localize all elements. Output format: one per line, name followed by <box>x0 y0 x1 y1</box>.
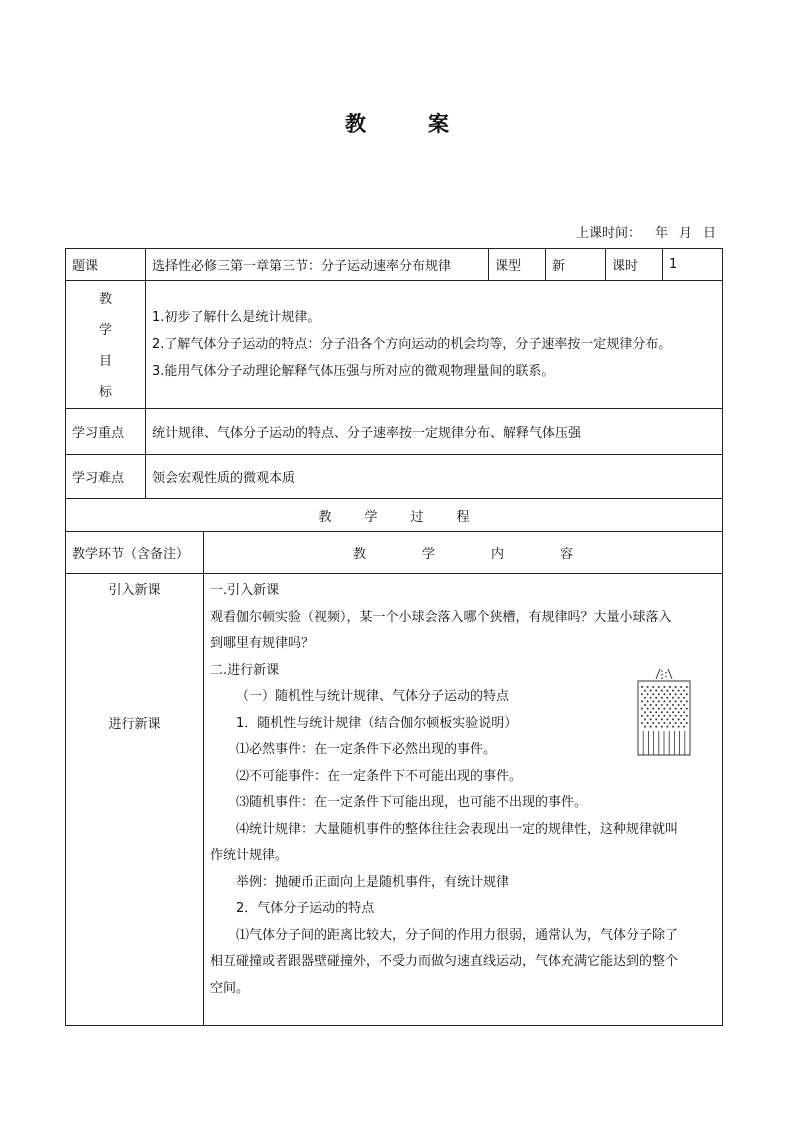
date-year: 年 <box>654 226 668 241</box>
galton-peg <box>683 704 685 706</box>
galton-peg <box>652 708 654 710</box>
galton-peg <box>658 686 660 688</box>
date-month: 月 <box>678 226 692 241</box>
content-line: ⑵不可能事件：在一定条件下不可能出现的事件。 <box>236 768 523 784</box>
galton-peg <box>661 704 663 706</box>
goals-label-char: 目 <box>98 353 112 369</box>
galton-peg <box>686 686 688 688</box>
galton-peg <box>686 693 688 695</box>
goal-item: 2.了解气体分子运动的特点：分子沿各个方向运动的机会均等，分子速率按一定规律分布。 <box>152 337 672 352</box>
galton-peg <box>686 722 688 724</box>
galton-peg <box>675 708 677 710</box>
section-labels <box>66 574 204 1026</box>
topic-value: 选择性必修三第一章第三节：分子运动速率分布规律 <box>146 249 489 281</box>
process-header-char: 学 <box>421 547 435 562</box>
galton-peg <box>663 722 665 724</box>
galton-peg <box>650 697 652 699</box>
galton-peg <box>655 711 657 713</box>
galton-peg <box>647 708 649 710</box>
galton-peg <box>644 697 646 699</box>
galton-peg <box>650 711 652 713</box>
galton-peg <box>683 697 685 699</box>
process-title <box>66 499 723 532</box>
galton-peg <box>678 704 680 706</box>
content-line: 1．随机性与统计规律（结合伽尔顿板实验说明） <box>236 715 518 731</box>
galton-peg <box>683 690 685 692</box>
galton-peg <box>658 722 660 724</box>
galton-ball <box>665 676 667 678</box>
content-line: ⑴气体分子间的距离比较大，分子间的作用力很弱，通常认为，气体分子除了 <box>236 927 679 943</box>
galton-peg <box>669 693 671 695</box>
galton-peg <box>678 711 680 713</box>
difficulties-label: 学习难点 <box>66 455 146 499</box>
galton-peg <box>658 708 660 710</box>
content-row <box>66 574 723 1026</box>
galton-peg <box>663 700 665 702</box>
galton-peg <box>678 690 680 692</box>
page-title <box>0 108 794 138</box>
galton-peg <box>652 693 654 695</box>
hours-label: 课时 <box>606 249 663 281</box>
section-label-intro: 引入新课 <box>108 583 161 598</box>
galton-peg <box>658 693 660 695</box>
process-title-char: 教 <box>318 509 332 525</box>
galton-peg <box>666 726 668 728</box>
galton-peg <box>644 718 646 720</box>
goals-label <box>66 281 146 409</box>
content-line: 相互碰撞或者跟器壁碰撞外，不受力而做匀速直线运动，气体充满它能达到的整个 <box>210 954 679 969</box>
galton-peg <box>686 715 688 717</box>
galton-peg <box>661 697 663 699</box>
content-line: 2．气体分子运动的特点 <box>236 901 375 916</box>
goals-row <box>66 281 723 409</box>
content-line: 空间。 <box>210 980 250 996</box>
galton-ball <box>665 672 667 674</box>
galton-peg <box>663 693 665 695</box>
galton-peg <box>647 693 649 695</box>
galton-ball <box>661 674 663 676</box>
galton-peg <box>652 686 654 688</box>
galton-peg <box>666 718 668 720</box>
galton-peg <box>672 718 674 720</box>
galton-peg <box>666 697 668 699</box>
goals-label-char: 教 <box>98 291 112 307</box>
galton-peg <box>669 686 671 688</box>
key-points-label: 学习重点 <box>66 409 146 455</box>
content-line: 二.进行新课 <box>210 662 280 678</box>
section-label-new: 进行新课 <box>108 717 161 732</box>
process-header-right <box>204 532 723 574</box>
galton-peg <box>683 718 685 720</box>
galton-peg <box>666 704 668 706</box>
lesson-plan-table <box>65 248 722 1026</box>
galton-peg <box>686 700 688 702</box>
galton-peg <box>680 708 682 710</box>
process-header-char: 容 <box>560 547 574 562</box>
galton-peg <box>666 711 668 713</box>
galton-peg <box>655 690 657 692</box>
goals-list <box>146 281 723 409</box>
galton-peg <box>641 686 643 688</box>
galton-peg <box>663 715 665 717</box>
galton-peg <box>658 715 660 717</box>
galton-peg <box>641 715 643 717</box>
galton-peg <box>678 697 680 699</box>
galton-peg <box>672 697 674 699</box>
galton-peg <box>680 715 682 717</box>
galton-peg <box>683 711 685 713</box>
galton-peg <box>669 700 671 702</box>
galton-peg <box>655 704 657 706</box>
galton-peg <box>686 708 688 710</box>
galton-peg <box>661 711 663 713</box>
galton-peg <box>655 697 657 699</box>
goals-label-char: 标 <box>98 384 112 400</box>
galton-peg <box>669 722 671 724</box>
galton-board-icon <box>636 669 692 757</box>
galton-peg <box>678 726 680 728</box>
galton-peg <box>680 700 682 702</box>
topic-label: 题课 <box>66 249 146 281</box>
process-header-row <box>66 532 723 574</box>
header-row <box>66 249 723 281</box>
galton-peg <box>658 700 660 702</box>
galton-peg <box>641 693 643 695</box>
galton-peg <box>675 686 677 688</box>
content-line: ⑷统计规律：大量随机事件的整体往往会表现出一定的规律性，这种规律就叫 <box>236 821 679 837</box>
galton-peg <box>680 693 682 695</box>
galton-peg <box>675 722 677 724</box>
galton-peg <box>663 708 665 710</box>
difficulties-value: 领会宏观性质的微观本质 <box>146 455 723 499</box>
galton-peg <box>652 715 654 717</box>
process-title-char: 学 <box>364 509 378 525</box>
class-date <box>576 222 716 241</box>
galton-peg <box>678 718 680 720</box>
content-line: 作统计规律。 <box>210 848 289 863</box>
lesson-content <box>204 574 723 1026</box>
galton-peg <box>644 704 646 706</box>
galton-ball <box>661 670 663 672</box>
process-title-char: 程 <box>456 509 470 525</box>
galton-peg <box>666 690 668 692</box>
process-header-left: 教学环节（含备注） <box>66 532 204 574</box>
galton-peg <box>650 690 652 692</box>
goal-item: 1.初步了解什么是统计规律。 <box>152 310 321 325</box>
goal-item: 3.能用气体分子动理论解释气体压强与所对应的微观物理量间的联系。 <box>152 364 555 379</box>
galton-ball <box>661 677 663 679</box>
galton-peg <box>669 715 671 717</box>
galton-peg <box>652 700 654 702</box>
galton-peg <box>641 700 643 702</box>
galton-peg <box>647 686 649 688</box>
date-day: 日 <box>702 226 716 241</box>
difficulties-row <box>66 455 723 499</box>
galton-peg <box>672 726 674 728</box>
title-char: 教 <box>345 111 366 136</box>
process-title-row <box>66 499 723 532</box>
galton-peg <box>680 722 682 724</box>
content-line: 举例：抛硬币正面向上是随机事件，有统计规律 <box>236 874 510 890</box>
galton-peg <box>641 708 643 710</box>
galton-peg <box>644 726 646 728</box>
process-header-char: 内 <box>491 547 505 562</box>
type-label: 课型 <box>489 249 546 281</box>
galton-peg <box>644 690 646 692</box>
galton-peg <box>650 726 652 728</box>
galton-peg <box>652 722 654 724</box>
content-line: 观看伽尔顿实验（视频），某一个小球会落入哪个狭槽，有规律吗？大量小球落入 <box>210 609 672 625</box>
galton-peg <box>672 690 674 692</box>
galton-peg <box>644 711 646 713</box>
title-char: 案 <box>428 111 449 136</box>
galton-peg <box>655 718 657 720</box>
galton-peg <box>675 700 677 702</box>
galton-peg <box>680 686 682 688</box>
process-header-char: 教 <box>352 547 366 562</box>
galton-peg <box>675 693 677 695</box>
content-line: （一）随机性与统计规律、气体分子运动的特点 <box>236 689 510 704</box>
content-line: ⑴必然事件：在一定条件下必然出现的事件。 <box>236 742 497 757</box>
type-value: 新 <box>546 249 606 281</box>
date-label: 上课时间： <box>575 226 641 241</box>
galton-peg <box>683 726 685 728</box>
galton-peg <box>650 704 652 706</box>
galton-peg <box>663 686 665 688</box>
goals-label-char: 学 <box>98 322 112 338</box>
key-points-value: 统计规律、气体分子运动的特点、分子速率按一定规律分布、解释气体压强 <box>146 409 723 455</box>
galton-peg <box>650 718 652 720</box>
galton-peg <box>641 722 643 724</box>
galton-peg <box>655 726 657 728</box>
galton-peg <box>661 726 663 728</box>
content-line: 一.引入新课 <box>210 583 280 598</box>
content-line: ⑶随机事件：在一定条件下可能出现，也可能不出现的事件。 <box>236 795 588 810</box>
galton-peg <box>675 715 677 717</box>
key-points-row <box>66 409 723 455</box>
galton-peg <box>661 690 663 692</box>
galton-peg <box>661 718 663 720</box>
galton-peg <box>647 700 649 702</box>
content-line: 到哪里有规律吗？ <box>210 636 315 651</box>
galton-peg <box>647 722 649 724</box>
process-title-char: 过 <box>410 509 424 525</box>
galton-peg <box>672 711 674 713</box>
galton-peg <box>672 704 674 706</box>
hours-value: 1 <box>663 249 723 281</box>
galton-peg <box>669 708 671 710</box>
galton-peg <box>647 715 649 717</box>
